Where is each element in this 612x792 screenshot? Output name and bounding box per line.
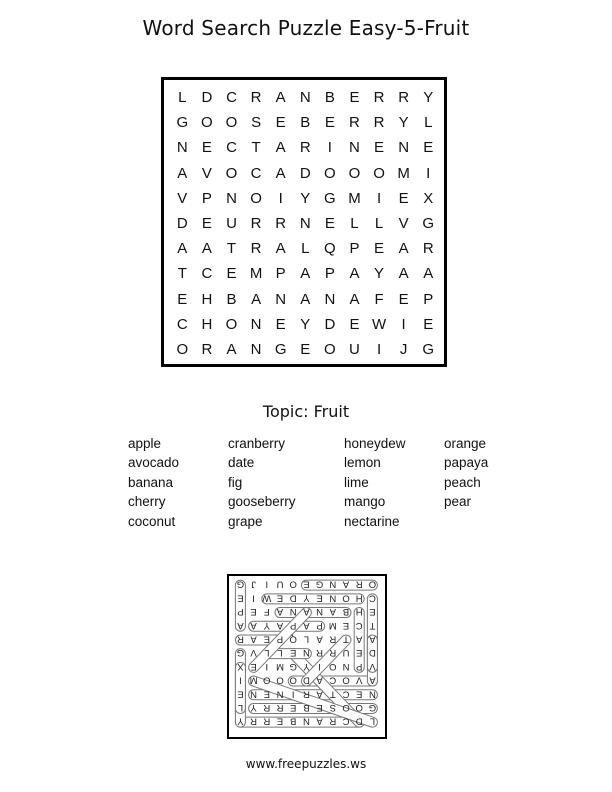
- answer-key-letter: E: [316, 592, 323, 604]
- answer-key: [227, 574, 387, 739]
- grid-cell: R: [349, 114, 360, 132]
- grid-cell: N: [275, 290, 287, 308]
- answer-key-letter: G: [289, 660, 297, 672]
- grid-cell: I: [327, 139, 332, 157]
- answer-key-letter: F: [263, 606, 270, 618]
- grid-cell: E: [201, 214, 212, 232]
- grid-cell: V: [398, 214, 409, 232]
- answer-key-letter: G: [368, 701, 377, 713]
- word-list-item: banana: [128, 474, 174, 490]
- grid-cell: R: [373, 114, 385, 132]
- answer-key-letter: N: [342, 660, 350, 672]
- grid-cell: A: [349, 290, 360, 308]
- answer-key-letter: A: [276, 606, 284, 618]
- grid-cell: N: [176, 139, 188, 157]
- grid-cell: L: [374, 214, 384, 232]
- answer-key-letter: G: [315, 578, 324, 590]
- word-list-item: coconut: [128, 513, 176, 529]
- grid-cell: N: [324, 290, 336, 308]
- answer-key-letter: R: [263, 715, 271, 727]
- word-list-column: [444, 434, 524, 531]
- grid-cell: N: [226, 189, 237, 207]
- grid-cell: E: [177, 290, 188, 308]
- answer-key-letter: N: [302, 715, 310, 727]
- answer-key-letter: A: [250, 633, 257, 645]
- grid-cell: E: [300, 340, 311, 358]
- answer-key-letter: A: [342, 578, 350, 590]
- grid-cell: Y: [398, 114, 409, 132]
- answer-key-letter: N: [276, 688, 284, 700]
- answer-key-letter: L: [277, 647, 283, 659]
- answer-key-letter: G: [236, 647, 245, 659]
- answer-key-letter: A: [250, 619, 257, 631]
- grid-cell: L: [350, 214, 359, 232]
- grid-cell: B: [226, 290, 237, 308]
- answer-key-letter: M: [328, 619, 337, 631]
- answer-key-letter: E: [290, 647, 297, 659]
- grid-cell: E: [423, 139, 434, 157]
- answer-key-letter: C: [342, 715, 350, 727]
- grid-cell: O: [373, 164, 385, 182]
- topic-heading: Topic: Fruit: [262, 402, 350, 421]
- answer-key-letter: C: [342, 688, 350, 700]
- grid-cell: D: [176, 214, 188, 232]
- grid-cell: A: [201, 240, 212, 258]
- grid-cell: P: [349, 240, 360, 258]
- word-list-item: fig: [228, 474, 243, 490]
- answer-key-letter: N: [289, 606, 297, 618]
- grid-cell: L: [178, 89, 187, 106]
- answer-key-letter: E: [290, 701, 297, 713]
- answer-key-letter: R: [276, 701, 284, 713]
- grid-cell: Y: [423, 89, 434, 106]
- grid-cell: O: [250, 189, 262, 207]
- grid-cell: T: [251, 139, 261, 157]
- grid-cell: I: [401, 315, 406, 333]
- grid-cell: E: [275, 315, 286, 333]
- word-list-item: nectarine: [344, 513, 400, 529]
- answer-key-letter: P: [276, 633, 284, 645]
- grid-cell: A: [275, 164, 286, 182]
- answer-key-letter: E: [263, 688, 270, 700]
- grid-cell: S: [251, 114, 262, 132]
- answer-key-letter: V: [250, 647, 257, 659]
- grid-cell: Y: [300, 189, 311, 207]
- grid-cell: E: [226, 265, 237, 283]
- grid-cell: O: [324, 164, 336, 182]
- answer-key-letter: O: [342, 674, 350, 686]
- answer-key-letter: E: [276, 592, 284, 604]
- word-list-item: lemon: [344, 455, 381, 471]
- word-list-item: orange: [444, 436, 487, 451]
- answer-key-letter: X: [237, 660, 244, 672]
- grid-cell: C: [201, 265, 213, 283]
- answer-key-letter: O: [342, 592, 350, 604]
- answer-key-letter: E: [237, 688, 244, 700]
- answer-key-letter: R: [316, 647, 324, 659]
- grid-cell: A: [300, 265, 311, 283]
- answer-key-letter: P: [356, 660, 363, 672]
- word-list-item: avocado: [128, 455, 180, 471]
- answer-key-letter: N: [250, 688, 258, 700]
- page-title: Word Search Puzzle Easy-5-Fruit: [142, 16, 470, 40]
- grid-cell: E: [349, 315, 360, 333]
- answer-key-letter: E: [250, 660, 257, 672]
- grid-cell: D: [324, 315, 336, 333]
- grid-cell: C: [250, 164, 262, 182]
- word-list-item: cherry: [128, 494, 166, 510]
- grid-cell: O: [225, 315, 238, 333]
- answer-key-letter: U: [276, 578, 284, 590]
- answer-key-letter: I: [318, 660, 321, 672]
- answer-key-letter: A: [369, 674, 376, 686]
- grid-cell: A: [226, 340, 237, 358]
- grid-cell: C: [226, 89, 237, 106]
- answer-key-letter: A: [369, 633, 376, 645]
- grid-cell: A: [349, 265, 360, 283]
- answer-key-letter: N: [368, 688, 376, 700]
- answer-key-letter: E: [316, 701, 323, 713]
- answer-key-letter: E: [356, 647, 363, 659]
- grid-cell: N: [349, 139, 360, 157]
- word-list-column: [228, 434, 344, 531]
- answer-key-letter: R: [250, 715, 258, 727]
- grid-cell: N: [299, 89, 311, 106]
- answer-key-letter: A: [316, 633, 323, 645]
- answer-key-letter: A: [276, 619, 284, 631]
- grid-cell: P: [275, 265, 286, 283]
- grid-cell: E: [324, 214, 335, 232]
- answer-key-letter: R: [329, 647, 337, 659]
- grid-cell: J: [399, 340, 408, 358]
- answer-key-letter: S: [329, 701, 336, 713]
- word-list-item: peach: [444, 474, 481, 490]
- grid-cell: G: [274, 340, 287, 358]
- word-list-item: honeydew: [344, 436, 406, 451]
- answer-key-letter: O: [355, 701, 363, 713]
- answer-key-letter: P: [316, 619, 323, 631]
- answer-key-letter: E: [276, 715, 284, 727]
- grid-cell: U: [226, 214, 237, 232]
- grid-cell: G: [422, 340, 435, 358]
- answer-key-letter: T: [369, 619, 376, 631]
- grid-cell: A: [177, 240, 188, 258]
- answer-key-letter: A: [303, 619, 310, 631]
- answer-key-letter: A: [316, 715, 323, 727]
- answer-key-grid: [229, 576, 385, 737]
- answer-key-letter: D: [302, 674, 310, 686]
- answer-key-letter: P: [290, 619, 297, 631]
- grid-cell: R: [275, 214, 287, 232]
- grid-cell: R: [373, 89, 385, 106]
- grid-cell: N: [250, 340, 262, 358]
- answer-key-letter: N: [302, 647, 310, 659]
- grid-cell: G: [324, 189, 336, 207]
- answer-key-letter: O: [289, 578, 297, 590]
- grid-cell: F: [374, 290, 384, 308]
- answer-key-letter: A: [316, 688, 323, 700]
- grid-cell: Y: [374, 265, 385, 283]
- answer-key-letter: R: [329, 715, 337, 727]
- answer-key-letter: Y: [263, 619, 270, 631]
- grid-cell: O: [225, 164, 238, 182]
- grid-cell: R: [398, 89, 410, 106]
- grid-cell: P: [423, 290, 434, 308]
- answer-key-letter: V: [356, 674, 363, 686]
- answer-key-letter: U: [342, 647, 350, 659]
- answer-key-letter: O: [263, 674, 271, 686]
- answer-key-letter: B: [290, 715, 297, 727]
- answer-key-letter: J: [251, 578, 256, 590]
- grid-cell: X: [423, 189, 434, 207]
- answer-key-letter: T: [329, 688, 336, 700]
- grid-cell: A: [275, 240, 286, 258]
- answer-key-letters: [237, 579, 377, 727]
- answer-key-letter: E: [250, 606, 257, 618]
- answer-key-letter: E: [303, 578, 310, 590]
- answer-key-letter: O: [342, 701, 350, 713]
- answer-key-letter: N: [329, 578, 337, 590]
- answer-key-letter: C: [329, 674, 337, 686]
- answer-key-letter: L: [237, 701, 244, 713]
- website-footer: www.freepuzzles.ws: [245, 757, 367, 771]
- answer-key-letter: R: [263, 701, 271, 713]
- grid-cell: A: [423, 265, 434, 283]
- answer-key-letter: E: [263, 633, 270, 645]
- answer-capsule-fill: [254, 681, 373, 722]
- grid-cell: I: [376, 340, 382, 358]
- answer-key-letter: B: [303, 701, 310, 713]
- grid-cell: D: [299, 164, 311, 182]
- word-list-item: grape: [228, 513, 263, 529]
- answer-key-letter: E: [356, 688, 363, 700]
- answer-key-letter: O: [289, 674, 297, 686]
- answer-key-letter: Q: [289, 633, 297, 645]
- grid-cell: A: [251, 290, 262, 308]
- grid-cell: I: [376, 189, 382, 207]
- grid-cell: V: [177, 189, 188, 207]
- answer-key-letter: E: [237, 592, 244, 604]
- answer-key-letter: L: [303, 633, 310, 645]
- answer-key-letter: G: [236, 578, 245, 590]
- grid-cell: N: [250, 315, 262, 333]
- grid-cell: D: [201, 89, 213, 106]
- grid-cell: O: [225, 114, 238, 132]
- answer-key-letter: C: [355, 619, 363, 631]
- word-list-column: [128, 434, 228, 531]
- answer-key-letter: I: [265, 578, 269, 590]
- answer-key-letter: V: [369, 660, 376, 672]
- answer-key-letter: M: [249, 674, 258, 686]
- grid-cell: Y: [300, 315, 311, 333]
- grid-cell: O: [324, 340, 336, 358]
- answer-key-letter: I: [291, 688, 295, 700]
- word-list-item: gooseberry: [228, 494, 296, 510]
- grid-cell: A: [177, 164, 188, 182]
- answer-key-letter: W: [262, 592, 272, 604]
- grid-cell: E: [374, 139, 385, 157]
- answer-key-letter: T: [343, 633, 349, 645]
- answer-key-letter: N: [329, 592, 337, 604]
- grid-cell: A: [398, 240, 409, 258]
- grid-cell: T: [177, 265, 187, 283]
- word-list-item: mango: [344, 494, 386, 510]
- answer-key-letter: P: [237, 606, 244, 618]
- grid-cell: E: [275, 114, 286, 132]
- answer-key-letter: D: [368, 647, 376, 659]
- grid-cell: E: [398, 189, 409, 207]
- answer-key-letter: H: [355, 606, 363, 618]
- answer-key-letter: L: [369, 715, 376, 727]
- grid-cell: N: [398, 139, 410, 157]
- grid-cell: O: [348, 164, 361, 182]
- answer-key-letter: D: [289, 592, 297, 604]
- answer-key-letter: O: [329, 660, 337, 672]
- grid-cell: H: [201, 315, 213, 333]
- word-list-item: cranberry: [228, 436, 286, 451]
- answer-key-letter: L: [264, 647, 270, 659]
- word-list-item: lime: [344, 474, 369, 490]
- grid-cell: R: [422, 240, 434, 258]
- grid-cell: B: [324, 89, 335, 106]
- grid-cell: L: [301, 240, 310, 258]
- grid-cell: E: [201, 139, 212, 157]
- grid-cell: H: [201, 290, 213, 308]
- grid-cell: C: [226, 139, 237, 157]
- answer-key-letter: R: [302, 688, 310, 700]
- answer-key-letter: Y: [250, 701, 257, 713]
- grid-cell: E: [423, 315, 434, 333]
- answer-key-letter: D: [355, 715, 363, 727]
- grid-cell: O: [176, 340, 189, 358]
- grid-cell: A: [275, 89, 286, 106]
- word-search-grid: [161, 77, 447, 367]
- word-list-column: [344, 434, 444, 531]
- grid-cell: R: [250, 240, 262, 258]
- grid-cell: R: [201, 340, 213, 358]
- grid-cell: P: [201, 189, 212, 207]
- grid-cell: W: [371, 315, 387, 333]
- letter-grid: [170, 85, 441, 362]
- grid-cell: A: [398, 265, 409, 283]
- answer-capsule-fill: [306, 640, 346, 681]
- grid-cell: R: [250, 214, 262, 232]
- grid-cell: U: [349, 340, 360, 358]
- answer-key-letter: R: [355, 578, 363, 590]
- grid-cell: V: [201, 164, 212, 182]
- answer-key-letter: E: [342, 619, 350, 631]
- grid-cell: B: [300, 114, 311, 132]
- grid-cell: I: [278, 189, 283, 207]
- answer-key-letter: E: [369, 606, 376, 618]
- grid-cell: M: [348, 189, 361, 207]
- answer-key-letter: I: [252, 592, 255, 604]
- grid-cell: C: [176, 315, 188, 333]
- grid-cell: L: [424, 114, 433, 132]
- answer-key-letter: C: [368, 592, 376, 604]
- answer-key-letter: A: [329, 606, 336, 618]
- word-list-item: pear: [444, 494, 472, 510]
- answer-key-letter: M: [276, 660, 284, 672]
- grid-cell: G: [176, 114, 189, 132]
- answer-key-letter: R: [329, 633, 337, 645]
- grid-cell: R: [250, 89, 262, 106]
- answer-key-letter: H: [355, 592, 363, 604]
- grid-cell: R: [299, 139, 311, 157]
- grid-cell: N: [299, 214, 311, 232]
- word-list-item: apple: [128, 436, 162, 451]
- answer-key-letter: N: [316, 606, 324, 618]
- answer-key-letter: I: [239, 674, 242, 686]
- answer-key-letter: A: [356, 633, 363, 645]
- answer-key-letter: O: [368, 578, 377, 590]
- grid-cell: E: [398, 290, 409, 308]
- grid-cell: M: [249, 265, 263, 283]
- word-list-item: papaya: [444, 455, 489, 471]
- grid-cell: M: [397, 164, 410, 182]
- answer-key-letter: A: [303, 606, 310, 618]
- grid-cell: E: [374, 240, 385, 258]
- answer-key-letter: R: [236, 633, 244, 645]
- grid-cell: O: [201, 114, 213, 132]
- grid-cell: E: [324, 114, 335, 132]
- grid-cell: E: [349, 89, 360, 106]
- grid-cell: I: [426, 164, 431, 182]
- answer-key-letter: O: [276, 674, 284, 686]
- word-list-item: date: [228, 455, 255, 471]
- grid-cell: A: [300, 290, 311, 308]
- grid-cell: T: [226, 240, 237, 258]
- answer-key-letter: I: [265, 660, 269, 672]
- answer-key-letter: Y: [303, 592, 310, 604]
- grid-cell: P: [324, 265, 335, 283]
- answer-key-letter: Y: [237, 715, 244, 727]
- grid-cell: A: [275, 139, 286, 157]
- grid-cell: G: [422, 214, 435, 232]
- answer-key-letter: A: [237, 619, 244, 631]
- answer-key-letter: B: [342, 606, 350, 618]
- answer-key-letter: A: [316, 674, 323, 686]
- answer-key-letter: Y: [303, 660, 310, 672]
- grid-cell: Q: [324, 240, 336, 258]
- word-list: [128, 434, 524, 531]
